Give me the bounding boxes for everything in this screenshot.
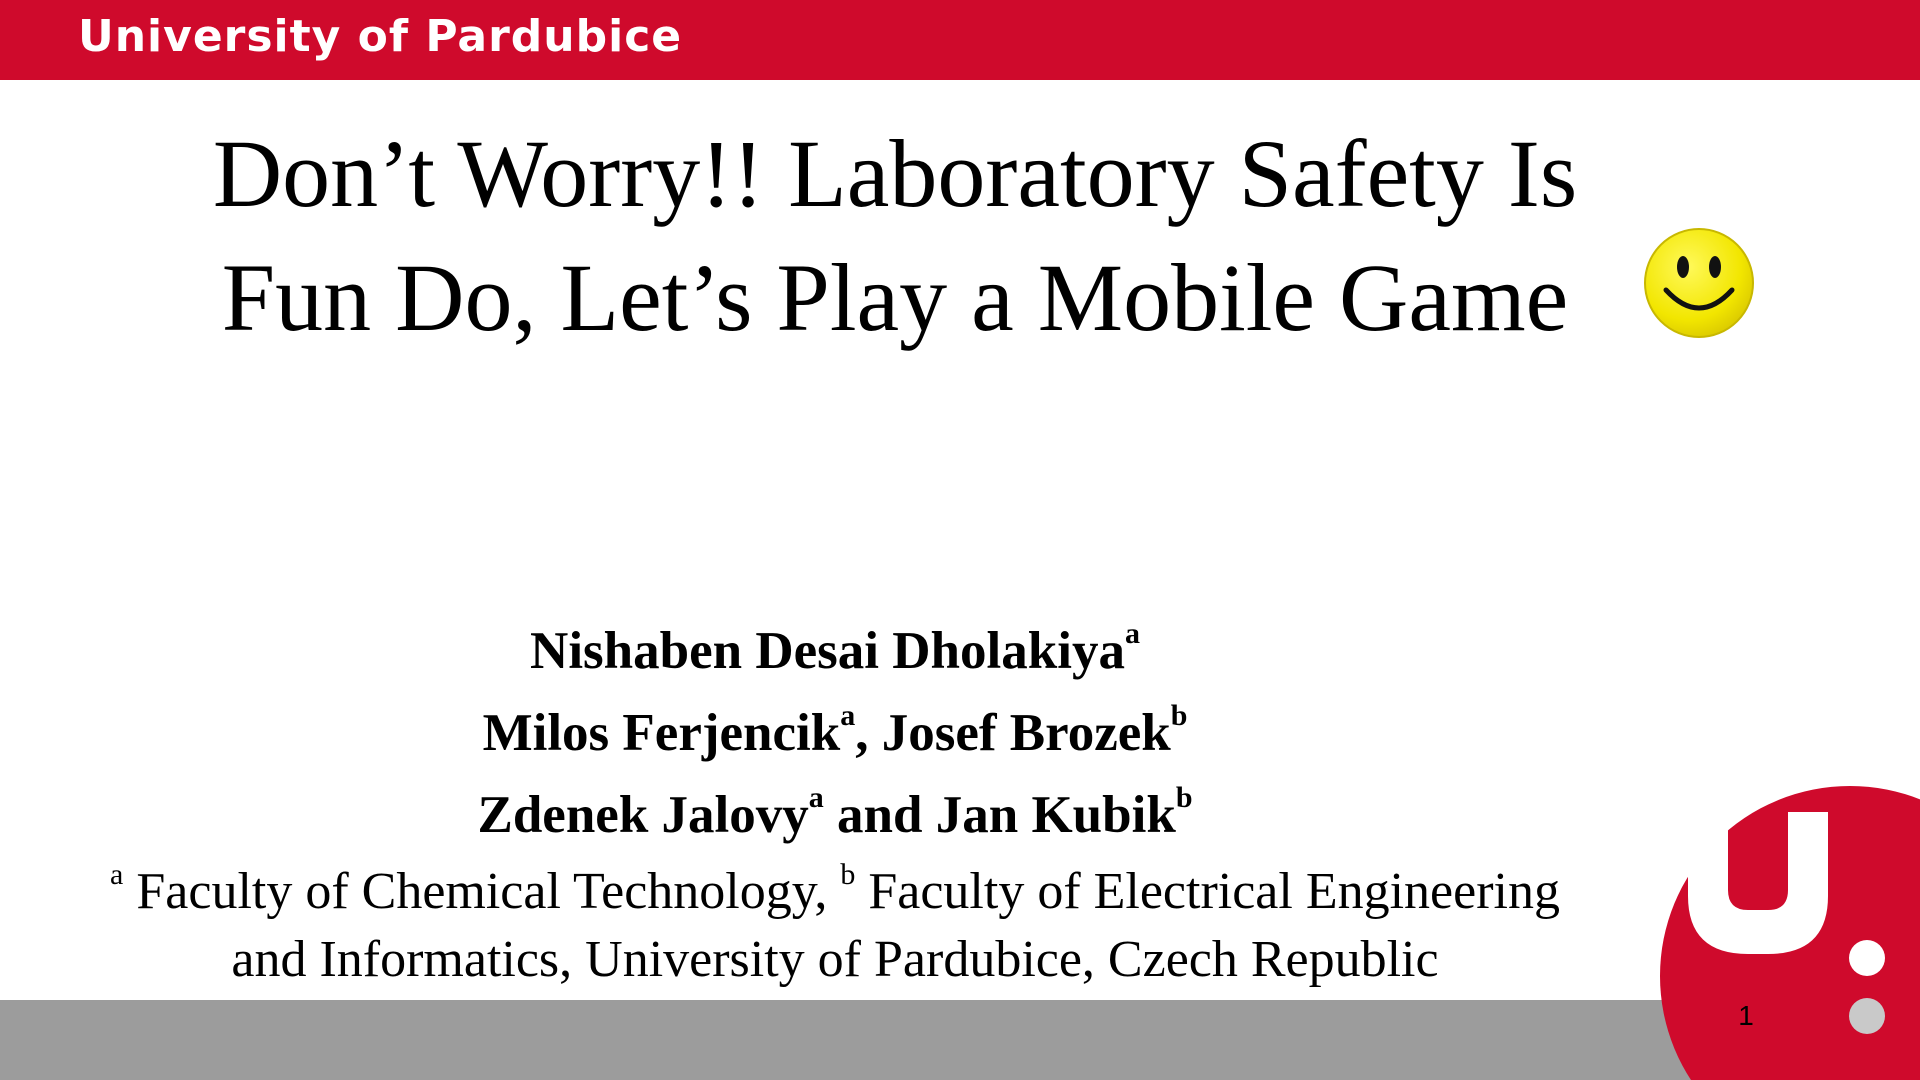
smiley-face-icon: [1642, 226, 1756, 340]
author-name: Zdenek Jalovy: [477, 786, 809, 844]
author-line-1: [0, 610, 1670, 692]
author-separator: ,: [855, 704, 882, 762]
affiliations: [0, 858, 1670, 994]
title-line-2: Fun Do, Let’s Play a Mobile Game: [221, 244, 1569, 351]
footer-band: [0, 1000, 1920, 1080]
affiliation-mark: b: [840, 857, 856, 891]
author-line-2: [0, 692, 1670, 774]
affiliation-line-1: [0, 858, 1670, 926]
affiliation-line-2: and Informatics, University of Pardubice, Czech Republic: [231, 931, 1439, 988]
author-list: [0, 610, 1670, 856]
author-name: Milos Ferjencik: [482, 704, 841, 762]
slide-title: [0, 112, 1790, 360]
author-name: Nishaben Desai Dholakiya: [530, 622, 1125, 680]
affiliation-mark: a: [808, 781, 824, 815]
affiliation-mark: b: [1175, 781, 1193, 815]
author-line-3: [0, 774, 1670, 856]
author-separator: and: [823, 786, 936, 844]
affiliation-mark: a: [1124, 617, 1140, 651]
university-logo: [1640, 772, 1920, 1080]
affiliation-b: Faculty of Electrical Engineering: [855, 863, 1560, 920]
author-name: Josef Brozek: [881, 704, 1171, 762]
institution-name: University of Pardubice: [78, 11, 683, 62]
affiliation-mark: a: [840, 699, 856, 733]
slide-number: 1: [1738, 1000, 1754, 1031]
author-name: Jan Kubik: [935, 786, 1176, 844]
title-line-1: Don’t Worry!! Laboratory Safety Is: [212, 120, 1578, 227]
top-banner: [0, 0, 1920, 80]
affiliation-mark: b: [1170, 699, 1188, 733]
affiliation-mark: a: [110, 857, 124, 891]
affiliation-a: Faculty of Chemical Technology,: [123, 863, 841, 920]
